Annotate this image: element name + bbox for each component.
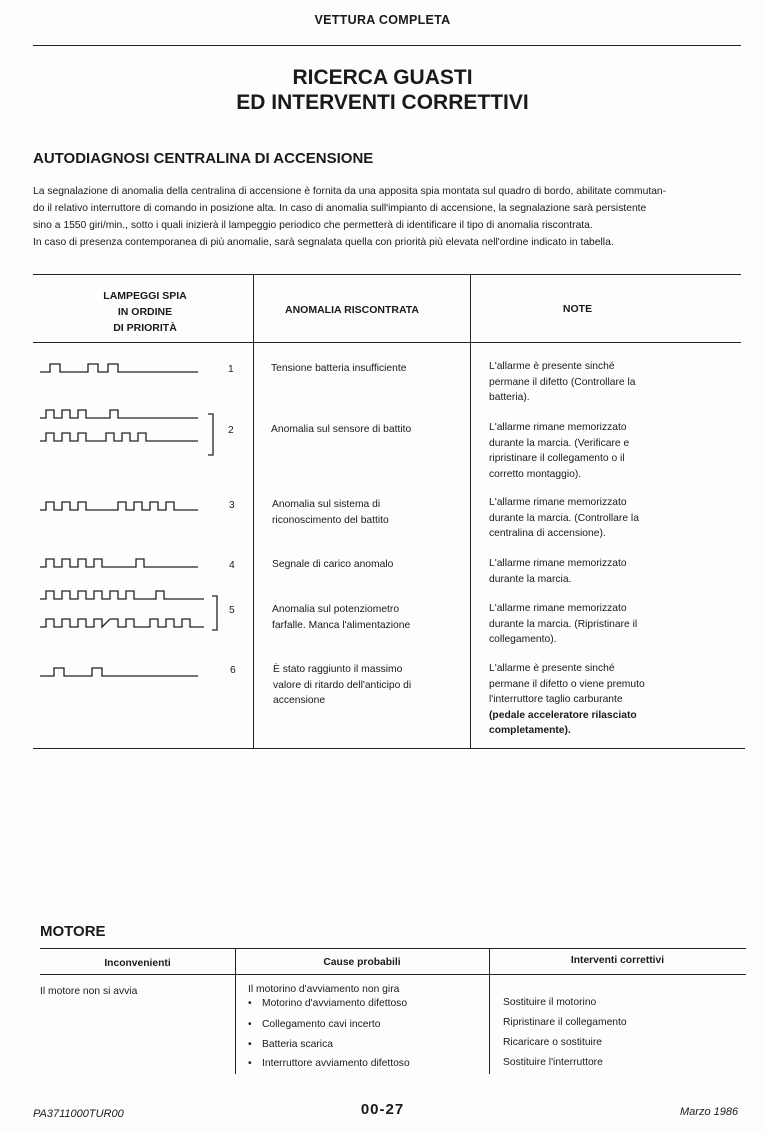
footer-page-number: 00-27: [360, 1101, 405, 1118]
footer-date: Marzo 1986: [680, 1106, 739, 1118]
col-header-line: LAMPEGGI SPIA: [103, 290, 187, 302]
anomaly-cell: [271, 422, 466, 438]
anomaly-line: Anomalia sul sistema di: [272, 499, 381, 510]
notes-cell: [489, 601, 739, 648]
note-line: permane il difetto o viene premuto: [489, 678, 645, 690]
blink-pattern-4: [40, 559, 198, 567]
blink-bracket-5: [212, 596, 217, 630]
blink-pattern-1: [40, 364, 198, 372]
anomaly-line: valore di ritardo dell'anticipo di: [273, 679, 412, 691]
notes-cell: [489, 420, 739, 482]
remedy-item: Sostituire l'interruttore: [503, 1057, 603, 1068]
title-line-2: ED INTERVENTI CORRETTIVI: [236, 91, 529, 114]
priority-number: 2: [228, 425, 234, 436]
notes-cell: [489, 661, 739, 739]
anomaly-line: farfalle. Manca l'alimentazione: [272, 619, 411, 631]
priority-number: 1: [228, 364, 234, 375]
intro-line: do il relativo interruttore di comando in posizione alta. In caso di anomalia sull'impianto di accensione, la segnalazione sarà persistente: [33, 203, 647, 214]
notes-cell: [489, 495, 739, 542]
cause-item: • Motorino d'avviamento difettoso: [248, 996, 407, 1012]
anomaly-line: accensione: [273, 695, 326, 706]
blink-patterns: [0, 0, 255, 700]
note-line: ripristinare il collegamento o il: [489, 453, 625, 464]
anomaly-line: Anomalia sul potenziometro: [272, 604, 400, 615]
autodiagnosi-heading: AUTODIAGNOSI CENTRALINA DI ACCENSIONE: [33, 150, 374, 167]
note-line: L'allarme rimane memorizzato: [489, 558, 627, 569]
remedy-item: Ripristinare il collegamento: [503, 1017, 627, 1028]
note-line: L'allarme rimane memorizzato: [489, 422, 627, 433]
col-header-line: DI PRIORITÀ: [113, 322, 177, 334]
blink-pattern-2b: [40, 433, 198, 441]
note-line: L'allarme è presente sinché: [489, 663, 615, 674]
motore-col-divider: [489, 948, 490, 1074]
note-line: durante la marcia. (Controllare la: [489, 512, 639, 524]
motore-top-rule: [40, 948, 746, 949]
anomaly-cell: [272, 602, 467, 633]
priority-number: 4: [229, 560, 235, 571]
anomaly-cell: [272, 497, 467, 528]
anomaly-line: È stato raggiunto il massimo: [273, 664, 403, 675]
anomaly-cell: [272, 557, 467, 573]
motore-col-interventi: Interventi correttivi: [570, 955, 665, 966]
note-line: corretto montaggio).: [489, 468, 582, 480]
blink-pattern-3: [40, 502, 198, 510]
intro-line: La segnalazione di anomalia della centralina di accensione è fornita da una apposita spia montata sul quadro di bordo, abilitate commutan-: [33, 186, 667, 197]
motore-heading: MOTORE: [40, 923, 106, 940]
blink-pattern-6: [40, 668, 198, 676]
priority-number: 5: [229, 605, 235, 616]
anomaly-cell: [273, 662, 468, 709]
remedy-item: Sostituire il motorino: [503, 997, 597, 1008]
col-header-line: IN ORDINE: [117, 306, 173, 318]
note-line: L'allarme rimane memorizzato: [489, 497, 627, 508]
note-line: batteria).: [489, 392, 530, 403]
cause-item: • Batteria scarica: [248, 1037, 333, 1053]
note-line: collegamento).: [489, 634, 557, 645]
anomaly-line: Tensione batteria insufficiente: [271, 363, 407, 374]
remedy-item: Ricaricare o sostituire: [503, 1037, 602, 1048]
col-header-note: NOTE: [562, 303, 593, 315]
table-col-divider: [470, 274, 471, 748]
note-line: durante la marcia. (Verificare e: [489, 437, 630, 449]
blink-pattern-2a: [40, 410, 198, 418]
blink-pattern-5b: [40, 619, 204, 627]
intro-line: sino a 1550 giri/min., sotto i quali inizierà il lampeggio periodico che permetterà di identificare il tipo di anomalia riscontrata.: [33, 220, 593, 231]
note-line: L'allarme rimane memorizzato: [489, 603, 627, 614]
notes-cell: [489, 556, 739, 587]
motore-col-cause: Cause probabili: [323, 957, 401, 968]
title-line-1: RICERCA GUASTI: [292, 66, 473, 89]
notes-cell: [489, 359, 739, 406]
col-header-anomalia: ANOMALIA RISCONTRATA: [285, 304, 419, 316]
intro-line: In caso di presenza contemporanea di più anomalie, sarà segnalata quella con priorità più elevata nell'ordine indicato in tabella.: [33, 237, 614, 248]
cause-item: • Interruttore avviamento difettoso: [248, 1056, 410, 1072]
motore-col-inconvenienti: Inconvenienti: [104, 958, 171, 969]
priority-number: 3: [229, 500, 235, 511]
priority-number: 6: [230, 665, 236, 676]
footer-code: PA3711000TUR00: [33, 1108, 124, 1120]
anomaly-line: riconoscimento del battito: [272, 514, 389, 526]
note-line: L'allarme è presente sinché: [489, 361, 615, 372]
note-line: durante la marcia. (Ripristinare il: [489, 618, 638, 630]
motore-header-rule: [40, 974, 746, 975]
table-bottom-rule: [33, 748, 745, 749]
motore-cause-lead: Il motorino d'avviamento non gira: [248, 984, 400, 995]
anomaly-cell: [271, 361, 466, 377]
note-line-bold: completamente).: [489, 725, 571, 736]
note-line: durante la marcia.: [489, 573, 572, 585]
note-line-bold: (pedale acceleratore rilasciato: [489, 709, 637, 721]
note-line: l'interruttore taglio carburante: [489, 694, 623, 705]
blink-pattern-5a: [40, 591, 204, 599]
chapter-header: VETTURA COMPLETA: [314, 13, 451, 27]
cause-item: • Collegamento cavi incerto: [248, 1017, 380, 1033]
blink-bracket-2: [208, 414, 213, 455]
note-line: permane il difetto (Controllare la: [489, 376, 636, 388]
anomaly-line: Segnale di carico anomalo: [272, 559, 394, 570]
anomaly-line: Anomalia sul sensore di battito: [271, 424, 412, 435]
note-line: centralina di accensione).: [489, 528, 606, 539]
motore-problem: Il motore non si avvia: [40, 986, 138, 997]
